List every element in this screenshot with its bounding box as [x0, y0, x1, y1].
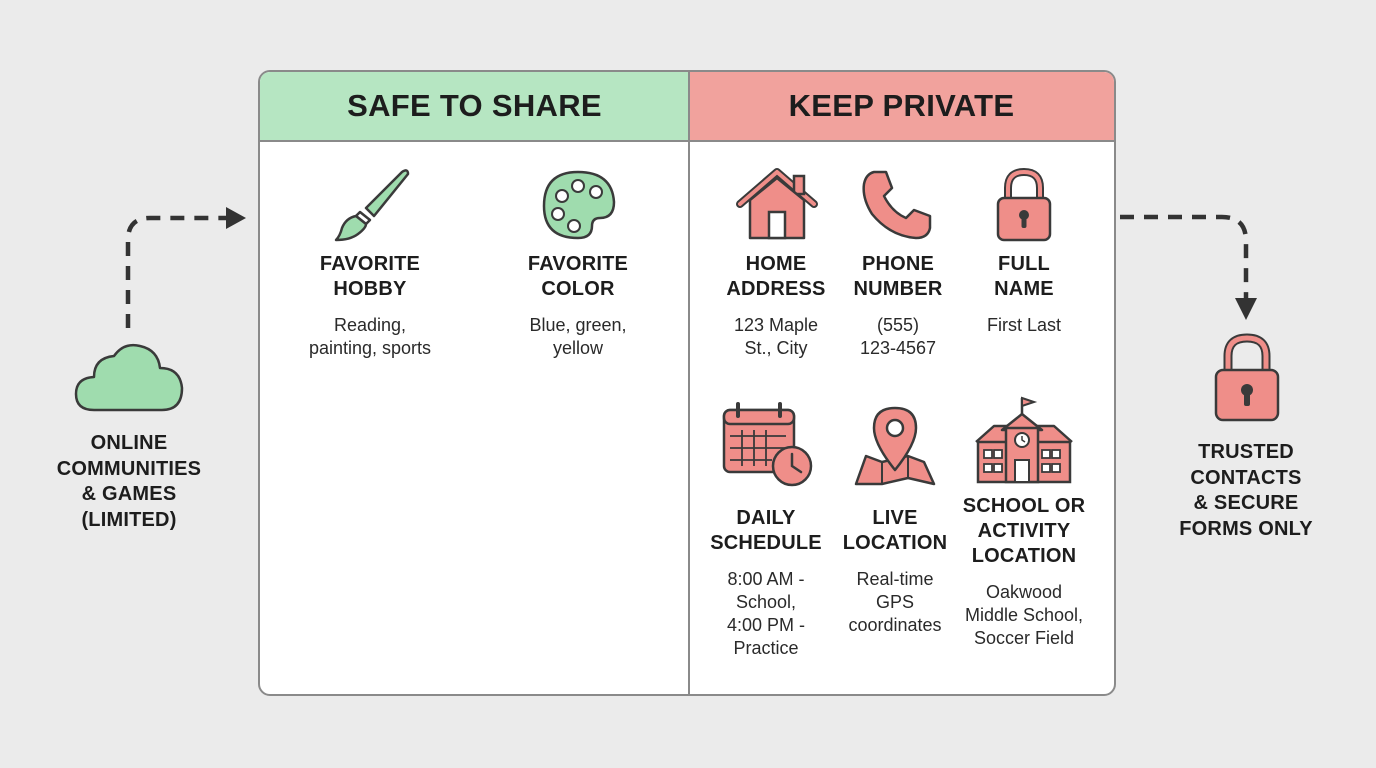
item-description: (555) 123-4567	[859, 315, 937, 358]
item-title: FULL NAME	[994, 253, 1054, 300]
item-description: Oakwood Middle School, Soccer Field	[964, 582, 1084, 648]
house-icon	[736, 168, 818, 240]
safe-item-favorite-hobby	[280, 252, 460, 360]
phone-icon	[860, 168, 934, 240]
keep-private-header: KEEP PRIVATE	[689, 72, 1114, 142]
column-divider	[688, 72, 690, 694]
item-title: LIVE LOCATION	[842, 507, 948, 554]
left-node-label: ONLINE COMMUNITIES & GAMES (LIMITED)	[56, 432, 202, 531]
comparison-panel	[258, 70, 1116, 696]
lock-icon	[994, 168, 1054, 244]
item-description: Reading, painting, sports	[308, 315, 432, 358]
map-pin-icon	[852, 404, 938, 488]
item-description: 123 Maple St., City	[733, 315, 819, 358]
item-description: First Last	[986, 315, 1061, 335]
item-description: Blue, green, yellow	[529, 315, 627, 358]
safe-to-share-header: SAFE TO SHARE	[260, 72, 689, 142]
inbound-dashed-arrow	[128, 218, 228, 328]
item-title: PHONE NUMBER	[853, 253, 943, 300]
item-title: DAILY SCHEDULE	[710, 507, 822, 554]
cloud-icon	[72, 340, 186, 416]
inbound-arrowhead	[226, 207, 246, 229]
private-item-school-activity-location	[942, 494, 1106, 650]
paintbrush-icon	[332, 168, 412, 242]
private-item-full-name	[944, 252, 1104, 337]
safe-item-favorite-color	[488, 252, 668, 360]
item-title: FAVORITE HOBBY	[319, 253, 421, 300]
outbound-dashed-arrow	[1120, 217, 1246, 300]
item-description: 8:00 AM - School, 4:00 PM - Practice	[726, 569, 806, 658]
item-title: HOME ADDRESS	[726, 253, 826, 300]
item-title: SCHOOL OR ACTIVITY LOCATION	[962, 495, 1086, 567]
school-icon	[972, 396, 1076, 486]
outbound-arrowhead	[1235, 298, 1257, 320]
lock-icon	[1212, 332, 1282, 424]
private-item-daily-schedule	[696, 506, 836, 660]
calendar-clock-icon	[720, 402, 814, 488]
right-node-label: TRUSTED CONTACTS & SECURE FORMS ONLY	[1179, 441, 1313, 540]
item-title: FAVORITE COLOR	[527, 253, 629, 300]
item-description: Real-time GPS coordinates	[848, 569, 942, 635]
palette-icon	[540, 168, 618, 242]
